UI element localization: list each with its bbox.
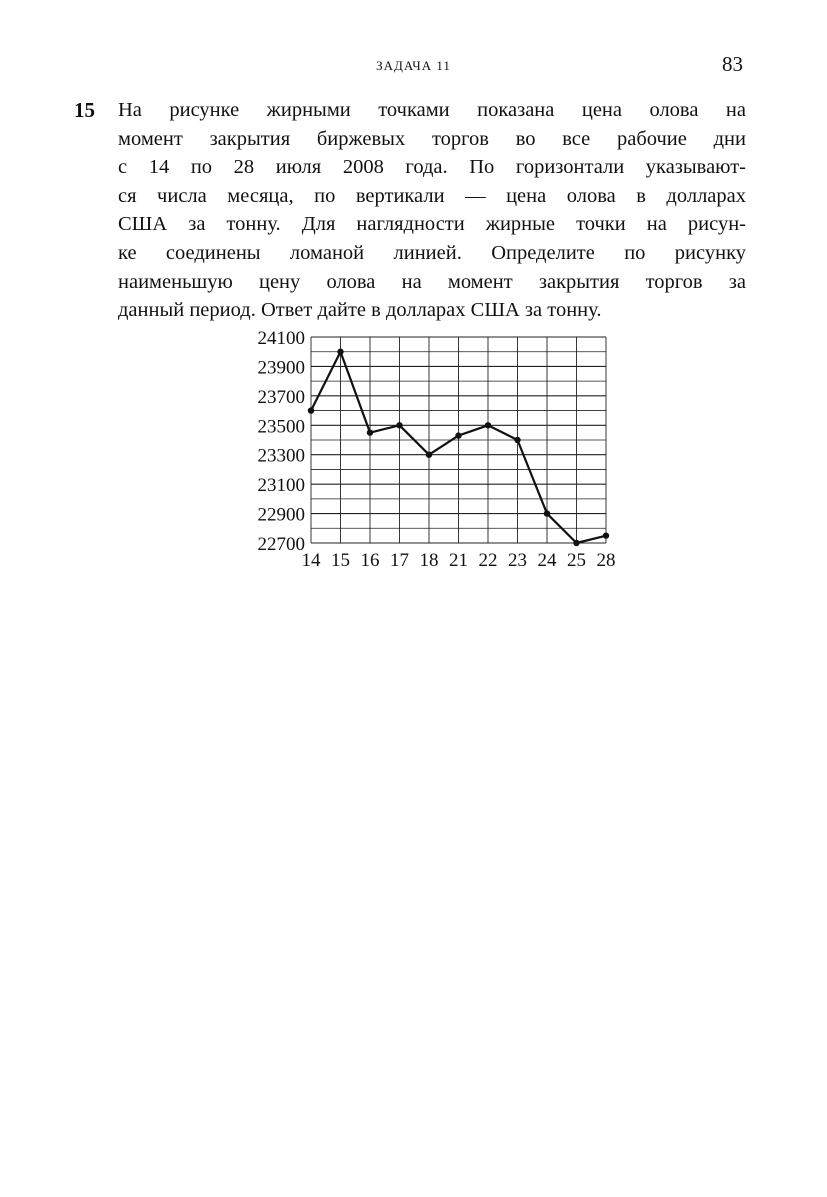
data-point (367, 429, 373, 435)
x-tick-label: 14 (301, 550, 321, 571)
x-tick-label: 15 (331, 550, 350, 571)
y-tick-label: 22900 (257, 504, 305, 526)
x-tick-label: 18 (419, 550, 439, 571)
x-tick-label: 16 (360, 550, 380, 571)
x-tick-label: 23 (508, 550, 527, 571)
problem-text-line: США за тонну. Для наглядности жирные точки на рисун- (118, 213, 746, 236)
problem-text-line: наименьшую цену олова на момент закрытия торгов за (118, 270, 746, 293)
problem-text-line: На рисунке жирными точками показана цена олова на (118, 99, 746, 121)
y-tick-label: 22700 (257, 534, 305, 555)
data-point (485, 422, 491, 428)
running-head: ЗАДАЧА 11 (376, 58, 451, 73)
y-tick-label: 23100 (257, 475, 305, 497)
x-tick-label: 28 (596, 550, 616, 571)
y-tick-label: 23500 (257, 416, 305, 438)
y-tick-label: 23700 (257, 386, 305, 408)
page-number: 83 (722, 52, 743, 76)
problem-text-line: ке соединены ломаной линией. Определите по рисунку (118, 241, 746, 264)
y-tick-label: 23900 (257, 357, 305, 379)
x-tick-label: 24 (537, 550, 557, 571)
problem-text-line: с 14 по 28 июля 2008 года. По горизонтали указывают- (118, 156, 746, 179)
x-tick-label: 17 (390, 550, 409, 571)
data-point (455, 432, 461, 438)
problem-text-line: данный период. Ответ дайте в долларах США за тонну. (118, 299, 602, 322)
data-point (544, 510, 550, 516)
data-point (573, 540, 579, 546)
problem-text-line: момент закрытия биржевых торгов во все рабочие дни (118, 127, 746, 150)
data-point (337, 349, 343, 355)
x-tick-label: 25 (567, 550, 586, 571)
data-point (426, 452, 432, 458)
data-point (308, 407, 314, 413)
data-point (396, 422, 402, 428)
data-point (514, 437, 520, 443)
x-tick-label: 21 (449, 550, 468, 571)
data-point (603, 532, 609, 538)
y-tick-label: 24100 (257, 328, 305, 349)
problem-number: 15 (74, 98, 95, 122)
x-tick-label: 22 (478, 550, 498, 571)
problem-text-line: ся числа месяца, по вертикали — цена олова в долларах (118, 184, 746, 207)
y-tick-label: 23300 (257, 445, 305, 467)
